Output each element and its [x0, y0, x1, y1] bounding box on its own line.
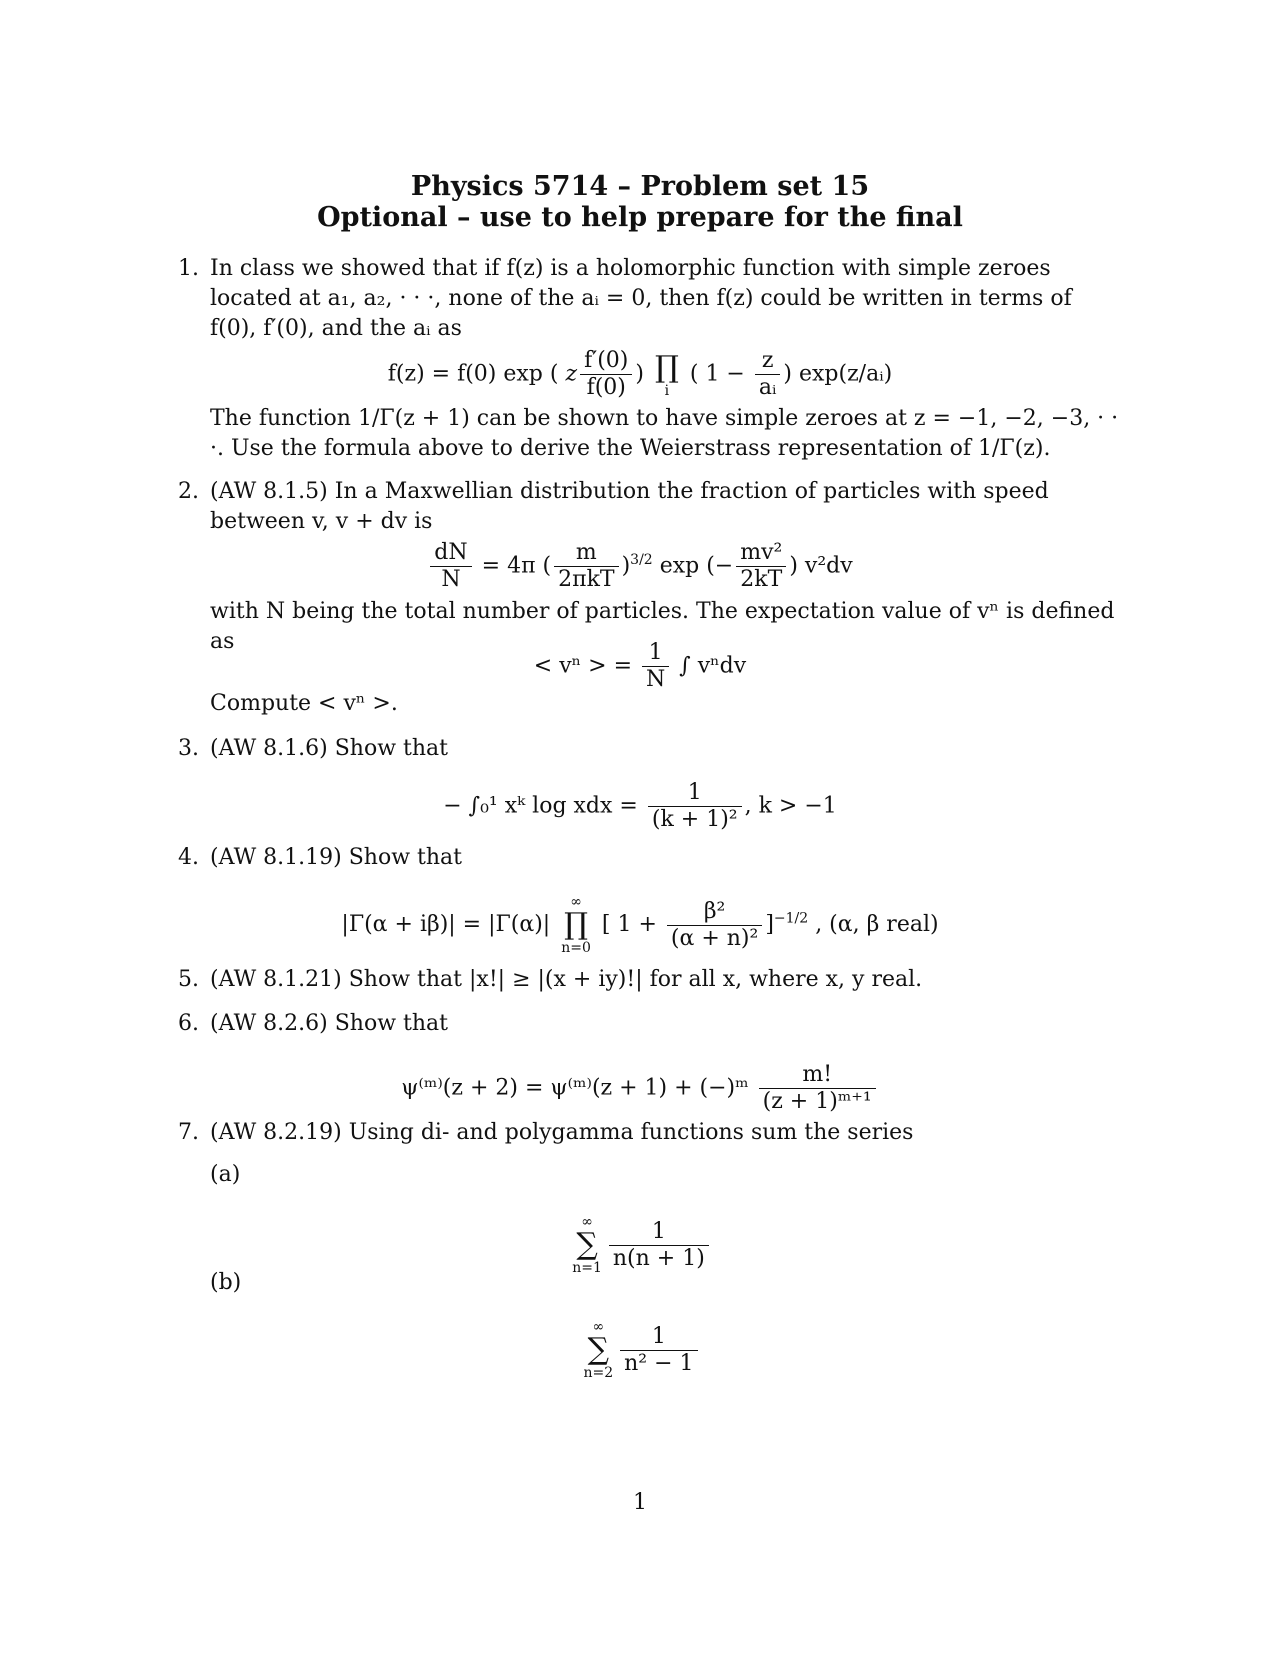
eq-fraction: $\frac{1}{\text{(k + 1)²}}$ — [648, 780, 742, 833]
problem-1 — [178, 254, 1123, 344]
sum-symbol: ∞ ∑ n=2 — [583, 1319, 614, 1381]
problem-text: (AW 8.1.6) Show that — [210, 736, 449, 761]
eq-tail: , k > −1 — [744, 793, 837, 819]
title-line-2: Optional – use to help prepare for the final — [317, 202, 963, 233]
problem-number: 5. — [178, 967, 199, 992]
eq-exp: exp — [659, 553, 700, 579]
equation-2: $\frac{dN}{N}$ = 4π ( $\frac{m}{\text{2πkT}}$ )$^{3/2}$ exp (− $\frac{\text{mv²}}{2kT}$ ) v²dv — [0, 540, 1280, 593]
eq-tail: ∫ vⁿdv — [679, 653, 747, 679]
eq-lhs: f(z) = f(0) exp — [387, 361, 543, 387]
eq-inner: 1 − — [705, 361, 745, 387]
eq-lhs-fraction: $\frac{dN}{N}$ — [430, 540, 471, 593]
eq-lhs: |Γ(α + iβ)| = |Γ(α)| — [341, 912, 551, 937]
product-symbol: ∏ i — [654, 349, 679, 399]
eq-fraction-1: $\frac{m}{\text{2πkT}}$ — [554, 540, 618, 593]
problem-number: 1. — [178, 256, 199, 281]
problem-2 — [178, 477, 1123, 537]
problem-text-end: Compute < vⁿ >. — [210, 691, 398, 716]
eq-fraction-2: $\frac{z}{\text{aᵢ}}$ — [755, 348, 781, 401]
eq-tail: , (α, β real) — [815, 912, 939, 937]
problem-7 — [178, 1118, 1123, 1148]
eq-tail: exp(z/aᵢ) — [799, 361, 893, 387]
problem-4 — [178, 843, 1123, 873]
problem-number: 6. — [178, 1011, 199, 1036]
problem-2-end — [178, 689, 1123, 719]
series-b — [0, 1320, 1280, 1380]
eq-fraction-2: $\frac{\text{mv²}}{2kT}$ — [736, 540, 786, 593]
equation-2b — [0, 640, 1280, 693]
problem-1-after — [178, 404, 1123, 464]
eq-fraction: $\frac{\text{β²}}{\text{(α + n)²}}$ — [667, 899, 762, 952]
equation-4 — [0, 895, 1280, 955]
problem-text: (AW 8.2.6) Show that — [210, 1011, 449, 1036]
problem-3 — [178, 734, 1123, 764]
series-a — [0, 1215, 1280, 1275]
series-fraction: $\frac{1}{n(n + 1)}$ — [609, 1219, 709, 1272]
eq-lhs: < vⁿ > = — [533, 653, 633, 679]
eq-inner: [ 1 + — [601, 912, 657, 937]
problem-text: (AW 8.1.5) In a Maxwellian distribution the fraction of particles with speed between v, v + dv is — [210, 479, 1049, 534]
problem-number: 4. — [178, 845, 199, 870]
problem-number: 2. — [178, 479, 199, 504]
eq-fraction: $\frac{m!}{\text{(z + 1)ᵐ⁺¹}}$ — [759, 1062, 876, 1115]
problem-number: 7. — [178, 1120, 199, 1145]
eq-power: −1/2 — [773, 910, 809, 927]
title-line-1: Physics 5714 – Problem set 15 — [410, 171, 870, 202]
part-a-label: (a) — [210, 1162, 241, 1187]
problem-text: (AW 8.2.19) Using di- and polygamma functions sum the series — [210, 1120, 914, 1145]
eq-lhs: ψ⁽ᵐ⁾(z + 2) = ψ⁽ᵐ⁾(z + 1) + (−)ᵐ — [401, 1075, 749, 1101]
eq-power: 3/2 — [630, 552, 653, 569]
equation-1: f(z) = f(0) exp ( z $\frac{f'(0)}{f(0)}$ ) ∏ i ( 1 − $\frac{z}{\text{aᵢ}}$ ) exp(z/aᵢ) — [387, 348, 893, 400]
eq-coef: = 4π — [481, 553, 536, 579]
eq-fraction: $\frac{1}{N}$ — [642, 640, 669, 693]
eq-close: ] — [765, 912, 774, 937]
problem-text-after: The function 1/Γ(z + 1) can be shown to have simple zeroes at z = −1, −2, −3, · · ·. Use the formula above to derive the Weierstrass representation of 1/Γ(z). — [210, 406, 1119, 461]
problem-6 — [178, 1009, 1123, 1039]
part-b-label: (b) — [210, 1270, 242, 1295]
problem-text: (AW 8.1.21) Show that |x!| ≥ |(x + iy)!| for all x, where x, y real. — [210, 967, 923, 992]
sum-symbol: ∞ ∑ n=1 — [572, 1214, 602, 1276]
problem-text: In class we showed that if f(z) is a holomorphic function with simple zeroes located at a₁, a₂, · · ·, none of the aᵢ = 0, then f(z) could be written in terms of f(0), f′(0), and the aᵢ as — [210, 256, 1072, 341]
problem-text-after: with N being the total number of particles. The expectation value of vⁿ is defined as — [210, 599, 1115, 654]
product-symbol: ∞ ∏ n=0 — [561, 894, 591, 956]
eq-fraction: $\frac{f'(0)}{f(0)}$ — [580, 348, 632, 401]
eq-lhs: − ∫₀¹ xᵏ log xdx = — [443, 793, 638, 819]
problem-text: (AW 8.1.19) Show that — [210, 845, 463, 870]
eq-tail: v²dv — [804, 553, 853, 579]
problem-5 — [178, 965, 1123, 995]
page-number: 1 — [633, 1490, 647, 1515]
equation-3 — [0, 780, 1280, 833]
equation-6 — [0, 1062, 1280, 1115]
problem-number: 3. — [178, 736, 199, 761]
series-fraction: $\frac{1}{\text{n² − 1}}$ — [620, 1324, 697, 1377]
